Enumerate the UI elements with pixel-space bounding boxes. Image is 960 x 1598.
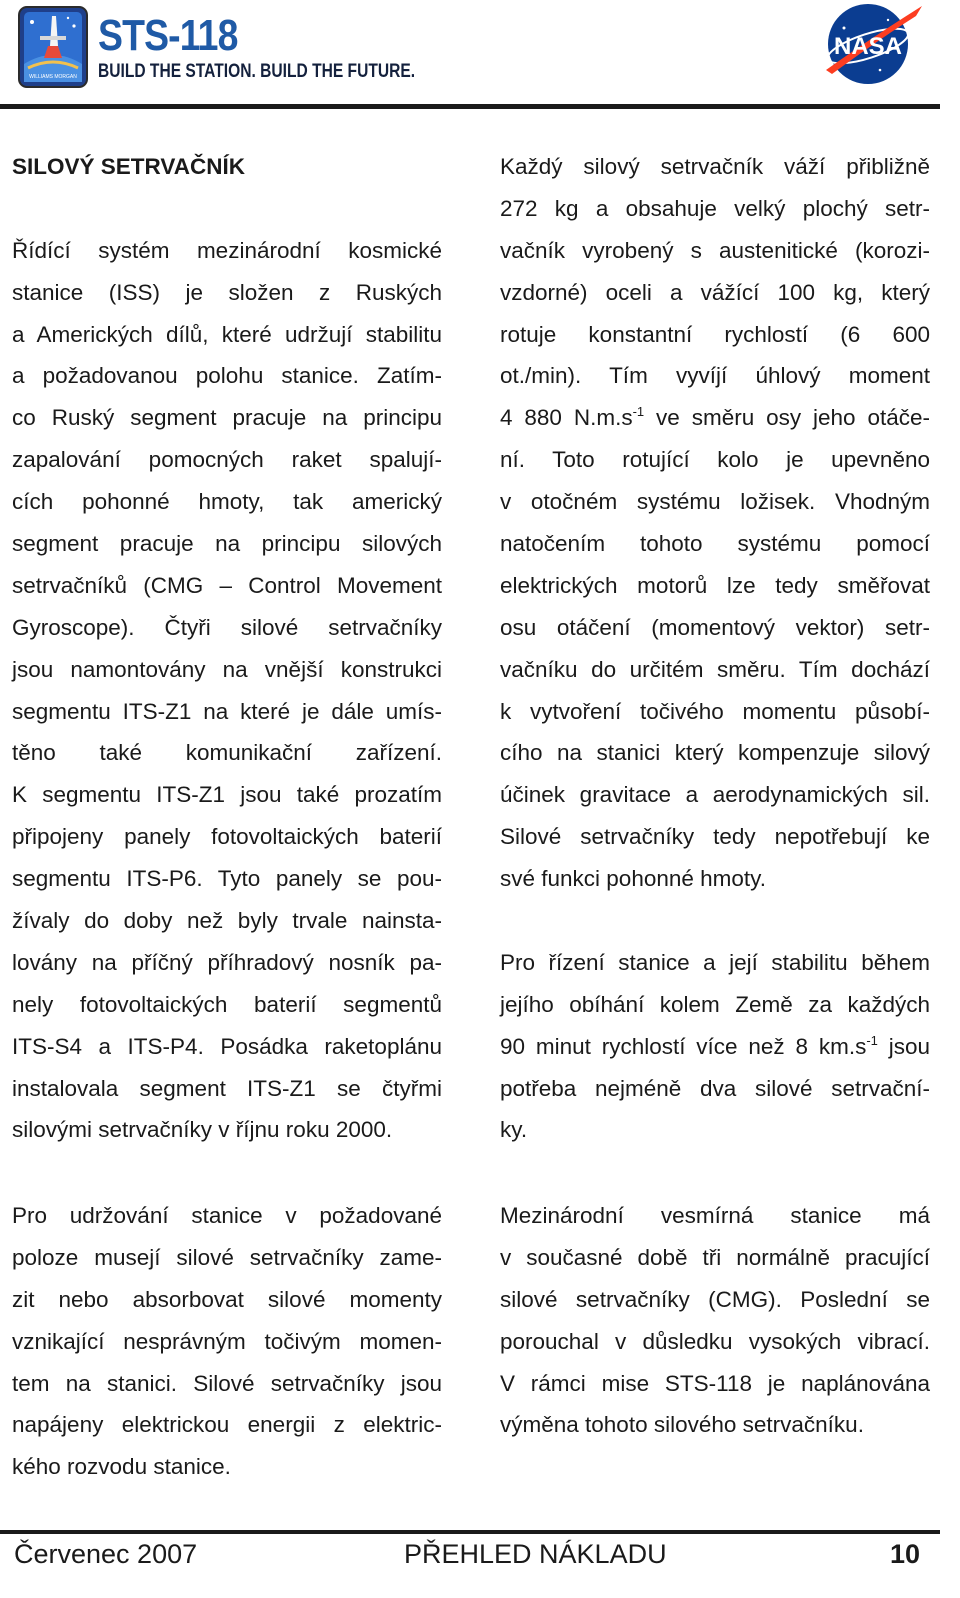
- text-line: cích pohonné hmoty, tak americký: [12, 489, 442, 515]
- mission-patch-icon: [18, 6, 88, 88]
- page-footer: [0, 1536, 940, 1576]
- page-number: 10: [889, 1539, 920, 1569]
- text-line: Pro udržování stanice v požadované: [12, 1203, 442, 1228]
- nasa-logo-icon: [818, 0, 928, 88]
- right-paragraph-2: [500, 942, 930, 1151]
- text-line: nely fotovoltaických baterií segmentů: [12, 991, 442, 1017]
- superscript: -1: [632, 404, 645, 420]
- text-line: v současné době tři normálně pracující: [500, 1244, 930, 1270]
- text-line: zit nebo absorbovat silové momenty: [12, 1286, 442, 1312]
- text-line: jejího obíhání kolem Země za každých: [500, 991, 930, 1017]
- mission-title: STS-118: [98, 11, 238, 60]
- text-line: a Amerických dílů, které udržují stabilitu: [12, 321, 442, 347]
- footer-divider: [0, 1530, 940, 1534]
- header-divider: [0, 104, 940, 109]
- text-line: ky.: [500, 1117, 528, 1143]
- text-line: rotuje konstantní rychlostí (6 600: [500, 321, 930, 347]
- text-line: segmentu ITS-Z1 na které je dále umís-: [12, 698, 442, 724]
- text-line: výměna tohoto silového setrvačníku.: [500, 1412, 864, 1438]
- text-line: setrvačníků (CMG – Control Movement: [12, 572, 442, 598]
- text-line: K segmentu ITS-Z1 jsou také prozatím: [12, 782, 442, 808]
- text-line: své funkci pohonné hmoty.: [500, 866, 766, 892]
- left-paragraph-1: [12, 230, 442, 1152]
- header-title-block: [98, 11, 485, 82]
- text-line: účinek gravitace a aerodynamických sil.: [500, 782, 930, 808]
- text-line: stanice (ISS) je složen z Ruských: [12, 279, 442, 305]
- spacer: [500, 900, 930, 942]
- right-paragraph-1: [500, 146, 930, 900]
- text-line: [500, 1026, 930, 1068]
- text-line: elektrických motorů lze tedy směřovat: [500, 572, 930, 598]
- text-line: Gyroscope). Čtyři silové setrvačníky: [12, 614, 442, 640]
- section-heading: SILOVÝ SETRVAČNÍK: [12, 154, 245, 179]
- text-line: lovány na příčný příhradový nosník pa-: [12, 949, 442, 975]
- text-line: vznikající nesprávným točivým momen-: [12, 1328, 442, 1354]
- text-fragment: ve směru osy jeho otáče-: [644, 405, 930, 431]
- text-line: v otočném systému ložisek. Vhodným: [500, 489, 930, 515]
- right-paragraph-3: [500, 1195, 930, 1446]
- left-paragraph-2: [12, 1195, 442, 1488]
- text-line: instalovala segment ITS-Z1 se čtyřmi: [12, 1075, 442, 1101]
- text-line: V rámci mise STS-118 je naplánována: [500, 1370, 930, 1396]
- spacer: [12, 188, 442, 230]
- text-line: porouchal v důsledku vysokých vibrací.: [500, 1328, 930, 1354]
- text-line: jsou namontovány na vnější konstrukci: [12, 656, 442, 682]
- footer-date: Červenec 2007: [14, 1539, 198, 1569]
- text-line: potřeba nejméně dva silové setrvační-: [500, 1075, 930, 1101]
- text-line: co Ruský segment pracuje na principu: [12, 405, 442, 431]
- text-line: Mezinárodní vesmírná stanice má: [500, 1203, 930, 1228]
- text-line: poloze musejí silové setrvačníky zame-: [12, 1244, 442, 1270]
- right-column-lower: [500, 1195, 930, 1446]
- text-line: silovými setrvačníky v říjnu roku 2000.: [12, 1117, 393, 1143]
- text-line: a požadovanou polohu stanice. Zatím-: [12, 363, 442, 389]
- text-line: napájeny elektrickou energii z elektric-: [12, 1412, 442, 1438]
- text-line: Každý silový setrvačník váží přibližně: [500, 154, 930, 179]
- text-line: vačník vyrobený s austenitické (korozi-: [500, 237, 930, 263]
- text-line: vačníku do určitém směru. Tím dochází: [500, 656, 930, 682]
- text-line: ITS-S4 a ITS-P4. Posádka raketoplánu: [12, 1033, 442, 1059]
- text-line: Pro řízení stanice a její stabilitu během: [500, 949, 930, 975]
- text-fragment: jsou: [877, 1033, 931, 1059]
- text-line: těno také komunikační zařízení.: [12, 740, 442, 766]
- page-header: [0, 0, 960, 112]
- text-line: silové setrvačníky (CMG). Poslední se: [500, 1286, 930, 1312]
- left-column-lower: [12, 1195, 442, 1488]
- text-line: segmentu ITS-P6. Tyto panely se pou-: [12, 866, 442, 892]
- text-line: ot./min). Tím vyvíjí úhlový moment: [500, 363, 930, 389]
- text-line: ní. Toto rotující kolo je upevněno: [500, 447, 930, 473]
- text-line: žívaly do doby než byly trvale nainsta-: [12, 908, 442, 934]
- text-line: natočením tohoto systému pomocí: [500, 531, 930, 557]
- footer-title: PŘEHLED NÁKLADU: [404, 1539, 667, 1569]
- text-line: kého rozvodu stanice.: [12, 1454, 231, 1480]
- text-line: tem na stanici. Silové setrvačníky jsou: [12, 1370, 442, 1396]
- text-line: k vytvoření točivého momentu působí-: [500, 698, 930, 724]
- text-line: připojeny panely fotovoltaických baterií: [12, 824, 442, 850]
- text-fragment: 4 880 N.m.s: [500, 405, 633, 431]
- mission-slogan: BUILD THE STATION. BUILD THE FUTURE.: [98, 61, 416, 82]
- text-line: [500, 397, 930, 439]
- text-line: Řídící systém mezinárodní kosmické: [12, 237, 442, 263]
- superscript: -1: [866, 1032, 878, 1048]
- text-line: Silové setrvačníky tedy nepotřebují ke: [500, 824, 930, 850]
- text-line: zapalování pomocných raket spalují-: [12, 447, 442, 473]
- text-line: osu otáčení (momentový vektor) setr-: [500, 614, 930, 640]
- left-column: [12, 146, 442, 1151]
- text-line: vzdorné) oceli a vážící 100 kg, který: [500, 279, 930, 305]
- right-column: [500, 146, 930, 1151]
- patch-lettering: WILLIAMS MORGAN: [29, 74, 77, 80]
- nasa-wordmark: NASA: [833, 33, 903, 60]
- text-line: cího na stanici který kompenzuje silový: [500, 740, 930, 766]
- text-line: 272 kg a obsahuje velký plochý setr-: [500, 195, 930, 221]
- text-line: segment pracuje na principu silových: [12, 531, 442, 557]
- text-fragment: 90 minut rychlostí více než 8 km.s: [500, 1033, 867, 1059]
